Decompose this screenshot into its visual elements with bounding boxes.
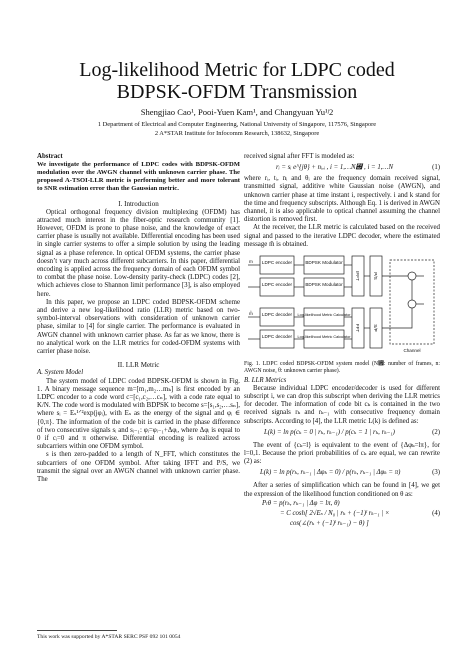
intro-paragraph-2: In this paper, we propose an LDPC coded BDPSK-OFDM scheme and derive a new log-likelihood ratio (LLR) metric based on two-symbol-interval observations with consideration of unknown carrier phase, similar to [4] for single carrier. The performance is evaluated in AWGN channel with unknown carrier phase. As far as we know, there is no analytical work on the LLR metrics for coded-OFDM systems with carrier phase noise. [37, 298, 240, 356]
ldpc-encoder-box-2 [260, 278, 294, 296]
fft-label: FFT [355, 323, 360, 333]
llr-paragraph-1: Because individual LDPC encoder/decoder is used for different subscript i, we can drop this subscript when deriving the LLR metrics for decoder. The information of code bit cₖ is contained in the two received signals rₖ and rₖ₋₁ with consecutive frequency domain subscripts. According to [4], the LLR metric L(k) is defined as: [244, 384, 440, 425]
receiver-paragraph: At the receiver, the LLR metric is calculated based on the received signal and passed to the iterative LDPC decoder, where the estimated message m̂ is obtained. [244, 224, 440, 248]
message-input-label: m [249, 259, 253, 265]
bdpsk-modulator-label-1: BDPSK Modulator [305, 260, 343, 266]
footnote: This work was supported by A*STAR SERC PSF 092 101 0054 [37, 634, 181, 640]
right-column [244, 153, 440, 529]
equation-3 [244, 466, 440, 482]
llr-calculator-box-1 [304, 308, 344, 326]
equation-4-line3-body: cos(∠(rₖ + (−1)ˡ rₖ₋₁) − θ) ] [290, 519, 369, 527]
channel-box [390, 260, 434, 344]
figure-1-caption: Fig. 1. LDPC coded BDPSK-OFDM system model (N₟: number of frames, n: AWGN noise, θ: unknown carrier phase). [244, 361, 440, 374]
equation-2 [244, 426, 440, 442]
ifft-label: IFFT [355, 271, 360, 281]
llr-calculator-box-2 [304, 330, 344, 348]
equation-4-line2 [244, 509, 440, 519]
ldpc-decoder-label-1: LDPC decoder [261, 312, 293, 318]
bdpsk-modulator-box-2 [304, 278, 344, 296]
equation-4-line1 [244, 499, 440, 509]
llr-calculator-label-2: Log-likelihood Metric Calculator [297, 335, 351, 340]
bdpsk-modulator-label-2: BDPSK Modulator [305, 282, 343, 288]
ldpc-decoder-box-2 [260, 330, 294, 348]
affiliation-1: 1 Department of Electrical and Computer Engineering, National University of Singapore, 117576, Singapore [97, 121, 377, 128]
equation-3-body: L(k) = ln p(rₖ, rₖ₋₁ | Δφₖ = 0) / p(rₖ, rₖ₋₁ | Δφₖ = π) [260, 469, 401, 477]
multiplier-node [408, 272, 416, 280]
system-model-paragraph-2: s is then zero-padded to a length of N_FFT, which constitutes the subcarriers of one OFDM symbol. After taking IFFT and P/S, we transmit the signal over an AWGN channel with unknown carrier phase. The [37, 451, 240, 484]
equation-4-line2-body: = C cosh[ 2√Eₛ / N₀ | rₖ + (−1)ˡ rₖ₋₁ | × [280, 509, 390, 517]
equation-4-number: (4) [432, 509, 440, 517]
affiliation-2: 2 A*STAR Institute for Infocomm Research, 138632, Singapore [154, 130, 320, 137]
channel-label: Channel [403, 348, 421, 354]
equation-3-number: (3) [432, 469, 440, 477]
equation-2-body: L(k) = ln p(cₖ = 0 | rₖ, rₖ₋₁) / p(cₖ = 1 | rₖ, rₖ₋₁) [264, 428, 395, 436]
author-list: Shengjiao Cao¹, Pooi-Yuen Kam¹, and Changyuan Yu¹ʲ2 [140, 107, 334, 117]
ps-label: P/S [373, 272, 378, 280]
equation-1 [244, 161, 440, 175]
footnote-rule [37, 630, 117, 631]
paper-title-line2: BDPSK-OFDM Transmission [116, 81, 358, 103]
system-model-paragraph-1: The system model of LDPC coded BDPSK-OFDM is shown in Fig. 1. A binary message sequence m=[m₁,m₂…mₖ] is first encoded by an LDPC encoder to a code word c=[c₁,c₂,…cₙ], with a code rate equal to K/N. The code word is modulated with BDPSK to become s=[s₁,s₂,…sₙ], where sᵢ = Eₛ¹ᐟ²exp(jφᵢ), with Eₛ as the energy of the signal and φᵢ ∈ {0,π}. The information of the code bit is carried in the phase difference of two consecutive signals sᵢ and sᵢ₋₁: φᵢ=φᵢ₋₁+Δφᵢ, where Δφᵢ is equal to 0 if cᵢ=0 and π otherwise. Differential encoding is realized across subcarriers within one OFDM symbol. [37, 377, 240, 451]
llr-calculator-label-1: Log-likelihood Metric Calculator [297, 313, 351, 318]
received-signal-intro: received signal after FFT is modeled as: [244, 153, 355, 160]
abstract-text: We investigate the performance of LDPC codes with BDPSK-OFDM modulation over the AWGN channel with unknown carrier phase. The proposed A-TSOI-LLR metric is performing better and more tolerant to SNR estimation error than the Gaussian metric. [37, 161, 240, 192]
ldpc-encoder-label-1: LDPC encoder [261, 260, 293, 266]
adder-node [408, 300, 416, 308]
bdpsk-modulator-box-1 [304, 256, 344, 274]
left-column [37, 153, 240, 484]
section-heading-introduction: I. Introduction [118, 200, 159, 209]
subsection-heading-system-model: A. System Model [37, 369, 84, 377]
llr-paragraph-2: The event of {cₖ=l} is equivalent to the event of {Δφₖ=lπ}, for l=0,1. Because the priori probabilities of cₖ are equal, we can rewrite (2) as: [244, 441, 440, 466]
equation-4-line1-body: Pₗθ = p(rₖ, rₖ₋₁ | Δφ = lπ, θ) [262, 499, 340, 507]
intro-paragraph-1: Optical orthogonal frequency division multiplexing (OFDM) has attracted much interest in the fiber-optic research community [1]. However, OFDM is prone to phase noise, and the knowledge of exact carrier phase is usually not available. Differential encoding has been used in single carrier systems to offer a simple solution by using the leading signal as a phase reference. In optical OFDM systems, the carrier phase doesn’t vary much across different subcarriers. In this paper, differential encoding is applied across the frequency domain of each OFDM symbol to combat the phase noise. Low-density parity-check (LDPC) codes [2], which achieves close to Shannon limit performance [3], is also employed here. [37, 208, 240, 298]
subsection-heading-llr-metrics: B. LLR Metrics [244, 376, 287, 384]
paper-title-line1: Log-likelihood Metric for LDPC coded [79, 59, 395, 81]
ldpc-encoder-label-2: LDPC encoder [261, 282, 293, 288]
sp-label: S/P [373, 324, 378, 332]
message-output-label: m̂ [249, 311, 253, 317]
equation-1-body: rᵢ = sᵢ e^{jθ} + nᵢ,ᵢ , i = 1,…N₟ , i = 1,…N [276, 164, 393, 172]
llr-paragraph-3: After a series of simplification which can be found in [4], we get the expression of the likelihood function conditioned on θ as: [244, 482, 440, 498]
ldpc-encoder-box-1 [260, 256, 294, 274]
received-signal-paragraph: where rᵢ, tᵢ, nᵢ and θᵢ are the frequency domain received signal, transmitted signal, additive white Gaussian noise (AWGN), and unknown carrier phase at time instant i, respectively. i and k stand for the time and frequency subscripts. Although Eq. 1 is derived in AWGN channel, it is also applicable to optical channel assuming the channel distortion is removed first. [244, 175, 440, 224]
ldpc-decoder-label-2: LDPC decoder [261, 334, 293, 340]
ldpc-decoder-box-1 [260, 308, 294, 326]
equation-2-number: (2) [432, 428, 440, 436]
system-model-diagram [244, 252, 440, 360]
equation-1-number: (1) [432, 164, 440, 172]
equation-4-line3 [244, 519, 440, 529]
abstract-heading: Abstract [37, 153, 63, 160]
section-heading-llr-metric: II. LLR Metric [117, 361, 160, 370]
